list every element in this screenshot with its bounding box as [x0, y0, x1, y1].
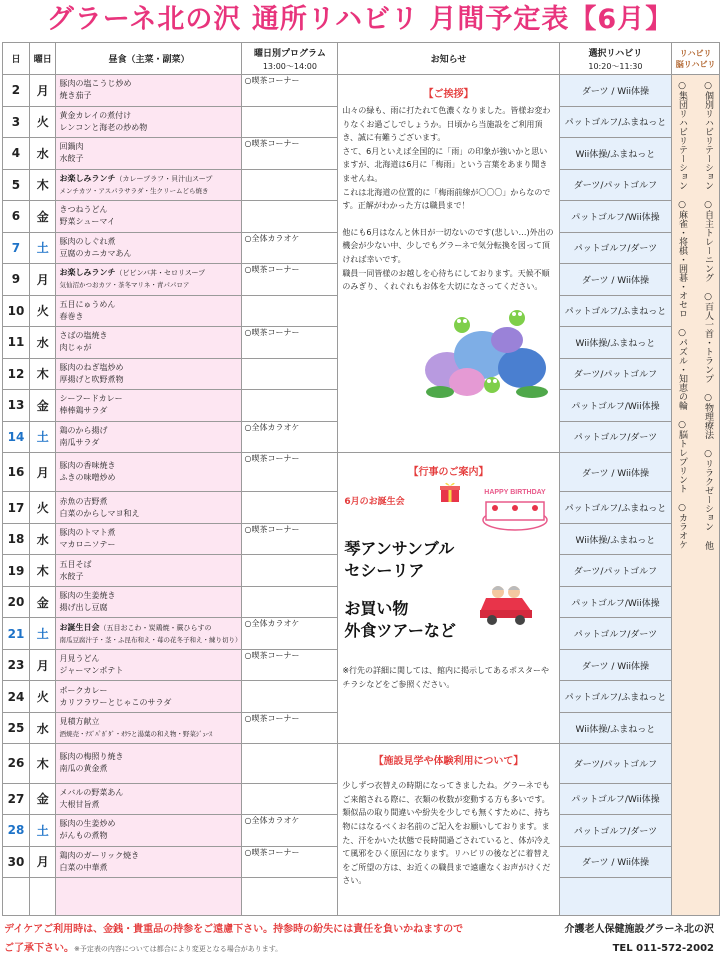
lunch-main-text: 豚肉の香味焼き	[59, 461, 116, 471]
program-cell	[242, 744, 338, 783]
lunch-side: ジャーマンポテト	[59, 666, 124, 675]
day-of-week: 水	[29, 523, 56, 555]
program-label: ○喫茶コーナー	[244, 847, 300, 857]
lunch-side: メンチカツ・アスパラサラダ・生クリームどら焼き	[59, 186, 209, 195]
program-cell	[242, 421, 338, 453]
program-cell	[242, 106, 338, 138]
lunch-side: 焼き茄子	[59, 91, 92, 101]
day-date: 21	[3, 618, 30, 650]
lunch-main	[56, 460, 241, 472]
events-title: 【行事のご案内】	[408, 467, 489, 478]
program-cell	[242, 783, 338, 815]
rehab-cell: ダーツ/パットゴルフ	[559, 169, 672, 201]
lunch-cell	[56, 492, 242, 524]
lunch-main	[56, 622, 241, 634]
day-date: 26	[3, 744, 30, 783]
notice-visit	[338, 744, 559, 916]
day-date: 25	[3, 712, 30, 744]
car-outing-illustration	[476, 582, 536, 626]
lunch-cell	[56, 295, 242, 327]
lunch-main-text: 豚肉のねぎ塩炒め	[59, 362, 124, 372]
lunch-cell	[56, 523, 242, 555]
day-date: 30	[3, 846, 30, 878]
day-of-week: 水	[29, 138, 56, 170]
day-date: 16	[3, 453, 30, 492]
footer-note: ※予定表の内容については都合により変更となる場合があります。	[74, 945, 283, 953]
day-of-week: 土	[29, 421, 56, 453]
footer-line1: デイケアご利用時は、金銭・貴重品の持参をご遠慮下さい。持参時の紛失には責任を負いかねますので	[4, 924, 464, 935]
lunch-cell	[56, 106, 242, 138]
program-cell	[242, 555, 338, 587]
event1-line1: 琴アンサンブル	[344, 539, 455, 558]
program-label: ○喫茶コーナー	[244, 713, 300, 723]
lunch-main-text: 赤魚の吉野煮	[59, 496, 108, 506]
program-label: ○全体カラオケ	[244, 233, 300, 243]
program-cell	[242, 390, 338, 422]
day-of-week: 月	[29, 75, 56, 107]
lunch-side: 白菜の中華煮	[59, 862, 108, 872]
rehab-cell: パットゴルフ/Wii体操	[559, 586, 672, 618]
lunch-cell	[56, 327, 242, 359]
lunch-side: 肉じゃが	[59, 343, 92, 353]
lunch-main-text: 見積方献立	[59, 717, 100, 726]
day-of-week: 火	[29, 106, 56, 138]
program-cell	[242, 815, 338, 847]
day-of-week: 月	[29, 453, 56, 492]
lunch-cell	[56, 555, 242, 587]
rehab-cell: Wii体操/ふまねっと	[559, 523, 672, 555]
rehab-cell: パットゴルフ/ふまねっと	[559, 106, 672, 138]
lunch-cell	[56, 649, 242, 681]
event-note: ※行先の詳細に関しては、館内に掲示してあるポスターやチラシなどをご参照ください。	[342, 666, 550, 689]
lunch-main-text: 鶏肉のガーリック焼き	[59, 850, 140, 860]
header-side	[672, 43, 720, 75]
lunch-main-text: 豚肉の梅照り焼き	[59, 752, 124, 762]
lunch-side: 水餃子	[59, 571, 84, 581]
rehab-cell: パットゴルフ/ダーツ	[559, 232, 672, 264]
lunch-main	[56, 362, 241, 374]
side-col-rehab: ○個別リハビリテーション ○自主トレーニング ○百人一首・トランプ ○物理療法 ○リラクゼーション 他	[703, 81, 713, 550]
program-cell	[242, 138, 338, 170]
side-col-brain: ○集団リハビリテーション ○麻雀・将棋・囲碁・オセロ ○パズル・知恵の輪 ○脳トレプリント ○カラオケ	[677, 81, 687, 549]
lunch-main	[56, 559, 241, 571]
gift-icon	[438, 480, 462, 504]
program-label: ○全体カラオケ	[244, 422, 300, 432]
day-of-week: 火	[29, 492, 56, 524]
lunch-main-text: お誕生日会	[59, 622, 100, 632]
rehab-cell: パットゴルフ/ダーツ	[559, 618, 672, 650]
lunch-main-detail: （カレープラフ・貝汁山スープ	[115, 174, 213, 183]
program-cell	[242, 712, 338, 744]
header-program-time: 13:00～14:00	[262, 61, 317, 71]
day-of-week: 土	[29, 618, 56, 650]
program-cell	[242, 681, 338, 713]
lunch-cell	[56, 358, 242, 390]
birthday-cake-illustration	[480, 480, 550, 532]
header-program-label: 曜日別プログラム	[253, 48, 326, 59]
program-cell	[242, 295, 338, 327]
program-label: ○喫茶コーナー	[244, 524, 300, 534]
notice-greeting	[338, 75, 559, 453]
lunch-main-text: 鶏のから揚げ	[59, 425, 108, 435]
lunch-main	[56, 330, 241, 342]
day-date: 3	[3, 106, 30, 138]
day-of-week	[29, 878, 56, 916]
lunch-main-text: 五目そば	[59, 559, 92, 569]
lunch-main-text: お楽しみランチ	[59, 173, 116, 183]
lunch-main-text: きつねうどん	[59, 205, 108, 215]
table-header-row	[3, 43, 720, 75]
lunch-side: レンコンと海老の炒め物	[59, 122, 148, 132]
rehab-cell: Wii体操/ふまねっと	[559, 712, 672, 744]
lunch-main	[56, 716, 241, 728]
lunch-main	[56, 393, 241, 405]
program-label: ○喫茶コーナー	[244, 139, 300, 148]
lunch-side: 気仙沼かつおカツ・茶冬マリネ・青パパロア	[59, 281, 190, 290]
day-of-week: 水	[29, 712, 56, 744]
lunch-side: 水餃子	[59, 154, 84, 164]
rehab-cell: Wii体操/ふまねっと	[559, 138, 672, 170]
program-cell	[242, 201, 338, 233]
hydrangea-frogs-illustration	[422, 300, 552, 400]
lunch-side: 棒棒鶏サラダ	[59, 406, 108, 416]
program-label: ○喫茶コーナー	[244, 650, 300, 660]
day-of-week: 火	[29, 681, 56, 713]
day-date: 9	[3, 264, 30, 296]
notice-events	[338, 453, 559, 744]
lunch-side: 厚揚げと吹野煮物	[59, 374, 124, 384]
rehab-cell: パットゴルフ/ふまねっと	[559, 681, 672, 713]
lunch-side: マカロニソテー	[59, 540, 116, 549]
header-rehab-time: 10:20～11:30	[588, 61, 643, 71]
lunch-main-text: 豚肉のトマト煮	[59, 528, 116, 537]
day-of-week: 土	[29, 815, 56, 847]
day-date: 13	[3, 390, 30, 422]
day-of-week: 月	[29, 264, 56, 296]
lunch-main-text: 豚肉のしぐれ煮	[59, 236, 116, 246]
day-of-week: 木	[29, 169, 56, 201]
lunch-cell	[56, 744, 242, 783]
lunch-side: 大根甘旨煮	[59, 799, 100, 809]
header-rehab	[559, 43, 672, 75]
day-date: 5	[3, 169, 30, 201]
day-date: 27	[3, 783, 30, 815]
lunch-side: 春巻き	[59, 311, 84, 321]
day-date: 2	[3, 75, 30, 107]
visit-title: 【施設見学や体験利用について】	[373, 756, 524, 768]
lunch-cell	[56, 169, 242, 201]
lunch-cell	[56, 712, 242, 744]
rehab-cell: ダーツ / Wii体操	[559, 649, 672, 681]
program-label: ○喫茶コーナー	[244, 76, 300, 85]
greeting-p2: さて、6月といえば全国的に「雨」の印象が強いかと思いますが、北海道は6月に「梅雨」という言葉をあまり聞きませんね。	[342, 146, 548, 183]
day-date	[3, 878, 30, 916]
lunch-side: 南瓜サラダ	[59, 437, 100, 447]
lunch-side: 野菜シューマイ	[59, 217, 116, 227]
lunch-main	[56, 204, 241, 216]
program-cell	[242, 586, 338, 618]
program-cell	[242, 492, 338, 524]
lunch-cell	[56, 75, 242, 107]
rehab-cell: ダーツ / Wii体操	[559, 264, 672, 296]
day-of-week: 金	[29, 201, 56, 233]
greeting-title: 【ご挨拶】	[423, 89, 474, 100]
lunch-main-text: 五目にゅうめん	[59, 299, 116, 309]
event2-line2: 外食ツアーなど	[344, 621, 456, 640]
rehab-cell: ダーツ / Wii体操	[559, 75, 672, 107]
lunch-cell	[56, 390, 242, 422]
lunch-side: 南瓜豆腐汁子・茎・ふ昆布和え・苺の花冬子和え・練り切り）	[59, 635, 242, 644]
lunch-cell	[56, 232, 242, 264]
rehab-cell: Wii体操/ふまねっと	[559, 327, 672, 359]
lunch-side: 南瓜の黄金煮	[59, 764, 108, 774]
lunch-main	[56, 850, 241, 862]
program-label: ○喫茶コーナー	[244, 265, 300, 274]
rehab-cell: パットゴルフ/ダーツ	[559, 815, 672, 847]
rehab-cell: パットゴルフ/Wii体操	[559, 390, 672, 422]
lunch-cell	[56, 264, 242, 296]
lunch-main	[56, 110, 241, 122]
greeting-body	[338, 100, 558, 294]
lunch-side: カリフラワーとじゃこのサラダ	[59, 697, 172, 707]
lunch-main	[56, 496, 241, 508]
day-date: 11	[3, 327, 30, 359]
program-cell	[242, 75, 338, 107]
rehab-cell: パットゴルフ/ふまねっと	[559, 295, 672, 327]
lunch-cell	[56, 586, 242, 618]
lunch-main	[56, 590, 241, 602]
rehab-cell: パットゴルフ/ダーツ	[559, 421, 672, 453]
lunch-main-text: 豚肉の生姜焼き	[59, 591, 116, 600]
footer-line2: ご了承下さい。	[4, 943, 74, 954]
day-of-week: 土	[29, 232, 56, 264]
schedule-table	[2, 42, 720, 916]
event1-line2: セシーリア	[344, 561, 425, 580]
birthday-label: 6月のお誕生会	[344, 497, 405, 507]
lunch-cell	[56, 878, 242, 916]
day-date: 6	[3, 201, 30, 233]
header-date: 日	[3, 43, 30, 75]
lunch-main-text: 回鍋肉	[59, 142, 84, 152]
footer-warning	[4, 920, 524, 959]
lunch-main-detail: （五目おこわ・炭鶏焼・蕨ひらすの	[99, 623, 212, 632]
lunch-cell	[56, 681, 242, 713]
lunch-main	[56, 685, 241, 697]
event2-line1: お買い物	[344, 599, 409, 618]
header-rehab-label: 選択リハビリ	[588, 48, 643, 59]
lunch-main	[56, 78, 241, 90]
header-lunch: 昼食（主菜・副菜）	[56, 43, 242, 75]
lunch-cell	[56, 201, 242, 233]
program-cell	[242, 878, 338, 916]
footer	[0, 920, 720, 960]
program-cell	[242, 327, 338, 359]
lunch-side: 揚げ出し豆腐	[59, 603, 108, 612]
program-label: ○全体カラオケ	[244, 816, 300, 825]
greeting-p5: 職員一同皆様のお越しを心待ちにしております。天候不順のみぎり、くれぐれもお体を大切になさってください。	[342, 268, 550, 292]
lunch-main	[56, 527, 241, 539]
program-cell	[242, 649, 338, 681]
header-side1: リハビリ	[679, 48, 712, 58]
lunch-main-text: お楽しみランチ	[59, 268, 116, 278]
day-date: 28	[3, 815, 30, 847]
lunch-main	[56, 787, 241, 799]
program-label: ○全体カラオケ	[244, 619, 300, 629]
footer-facility: 介護老人保健施設グラーネ北の沢	[564, 924, 714, 935]
footer-tel: TEL 011-572-2002	[612, 943, 714, 954]
lunch-main	[56, 751, 241, 763]
day-of-week: 月	[29, 846, 56, 878]
lunch-side: 白菜のからしマヨ和え	[59, 508, 140, 518]
lunch-main	[56, 299, 241, 311]
greeting-p3: これは北海道の位置的に「梅雨前線が〇〇〇」からなのです。正解がわかった方は職員まで！	[342, 187, 551, 211]
footer-contact	[565, 920, 715, 958]
day-date: 14	[3, 421, 30, 453]
program-label: ○喫茶コーナー	[244, 328, 300, 337]
lunch-main-text: 黄金カレイの煮付け	[59, 110, 132, 120]
lunch-cell	[56, 421, 242, 453]
greeting-p4: 他にも6月はなんと休日が一切ないのです(悲しい…)外出の機会が少ない中、少しでもグラーネで気分転換を図って頂ければ幸いです。	[342, 227, 554, 264]
day-date: 12	[3, 358, 30, 390]
visit-body: 少しずつ衣替えの時期になってきましたね。グラーネでもご来館される際に、衣類の枚数が変動する方も多いです。類似品の取り間違いや紛失を少しでも無くすために、持ち物にはなるべくお名前のご記入をお願いしております。また、汗をかいた状態で長時間過ごされていると、体が冷えて風邪をひく原因になります。リハビリの後などに着替えをご所望の方は、お近くの職員まで遠慮なくお声がけください。	[342, 781, 551, 886]
day-date: 4	[3, 138, 30, 170]
cake-text: HAPPY BIRTHDAY	[484, 489, 547, 496]
day-of-week: 火	[29, 295, 56, 327]
lunch-main-text: シーフードカレー	[59, 394, 123, 404]
lunch-cell	[56, 453, 242, 492]
day-date: 20	[3, 586, 30, 618]
day-date: 24	[3, 681, 30, 713]
lunch-cell	[56, 138, 242, 170]
day-of-week: 金	[29, 783, 56, 815]
header-dow: 曜日	[29, 43, 56, 75]
lunch-main	[56, 653, 241, 665]
header-notice: お知らせ	[338, 43, 559, 75]
table-row	[3, 744, 720, 783]
program-cell	[242, 169, 338, 201]
day-date: 19	[3, 555, 30, 587]
header-program	[242, 43, 338, 75]
rehab-cell: パットゴルフ/Wii体操	[559, 201, 672, 233]
lunch-cell	[56, 846, 242, 878]
day-date: 18	[3, 523, 30, 555]
lunch-side: 酒焼売・ﾅｽﾞﾊﾟｶﾞﾀﾞ・ｵｸﾗと湯葉の和え物・野菜ｼﾞｭｰｽ	[59, 730, 213, 738]
program-cell	[242, 618, 338, 650]
rehab-cell: ダーツ / Wii体操	[559, 846, 672, 878]
day-date: 17	[3, 492, 30, 524]
lunch-main-text: 豚肉の生姜炒め	[59, 819, 116, 829]
day-of-week: 金	[29, 586, 56, 618]
lunch-main-text: ポークカレー	[59, 685, 108, 695]
day-date: 10	[3, 295, 30, 327]
lunch-main	[56, 818, 241, 830]
day-of-week: 木	[29, 358, 56, 390]
program-label: ○喫茶コーナー	[244, 454, 300, 463]
day-of-week: 月	[29, 649, 56, 681]
day-date: 23	[3, 649, 30, 681]
lunch-main	[56, 267, 241, 279]
day-date: 7	[3, 232, 30, 264]
rehab-cell: ダーツ/パットゴルフ	[559, 744, 672, 783]
lunch-main-text: メバルの野菜あん	[59, 787, 124, 797]
lunch-main-text: 豚肉の塩こうじ炒め	[59, 79, 132, 89]
rehab-cell: ダーツ/パットゴルフ	[559, 555, 672, 587]
lunch-side: 豆腐のカニカマあん	[59, 248, 132, 258]
lunch-main	[56, 236, 241, 248]
lunch-cell	[56, 618, 242, 650]
lunch-side: ふきの味噌炒め	[59, 473, 116, 483]
program-cell	[242, 232, 338, 264]
program-cell	[242, 453, 338, 492]
lunch-cell	[56, 783, 242, 815]
table-row	[3, 75, 720, 107]
header-side2: 脳リハビリ	[675, 59, 716, 69]
rehab-cell: ダーツ / Wii体操	[559, 453, 672, 492]
lunch-main-text: 月見うどん	[59, 654, 100, 663]
day-of-week: 水	[29, 327, 56, 359]
rehab-cell: パットゴルフ/ふまねっと	[559, 492, 672, 524]
lunch-main	[56, 173, 241, 185]
lunch-main-text: さばの塩焼き	[59, 331, 108, 341]
program-cell	[242, 523, 338, 555]
lunch-main	[56, 425, 241, 437]
page-title: グラーネ北の沢 通所リハビリ 月間予定表【6月】	[46, 4, 674, 35]
rehab-cell: ダーツ/パットゴルフ	[559, 358, 672, 390]
program-cell	[242, 264, 338, 296]
program-cell	[242, 846, 338, 878]
rehab-cell	[559, 878, 672, 916]
program-cell	[242, 358, 338, 390]
greeting-p1: 山々の緑も、雨に打たれて色濃くなりました。皆様お変わりなくお過ごしでしょうか。日頃から当施設をご利用頂き、誠に有難うございます。	[342, 106, 551, 143]
lunch-main-detail: （ビビンバ丼・セロリスープ	[115, 269, 206, 278]
side-menu	[672, 75, 720, 916]
lunch-main	[56, 141, 241, 153]
lunch-side: がんもの煮物	[59, 831, 108, 841]
lunch-cell	[56, 815, 242, 847]
table-row	[3, 453, 720, 492]
day-of-week: 金	[29, 390, 56, 422]
rehab-cell: パットゴルフ/Wii体操	[559, 783, 672, 815]
day-of-week: 木	[29, 555, 56, 587]
day-of-week: 木	[29, 744, 56, 783]
